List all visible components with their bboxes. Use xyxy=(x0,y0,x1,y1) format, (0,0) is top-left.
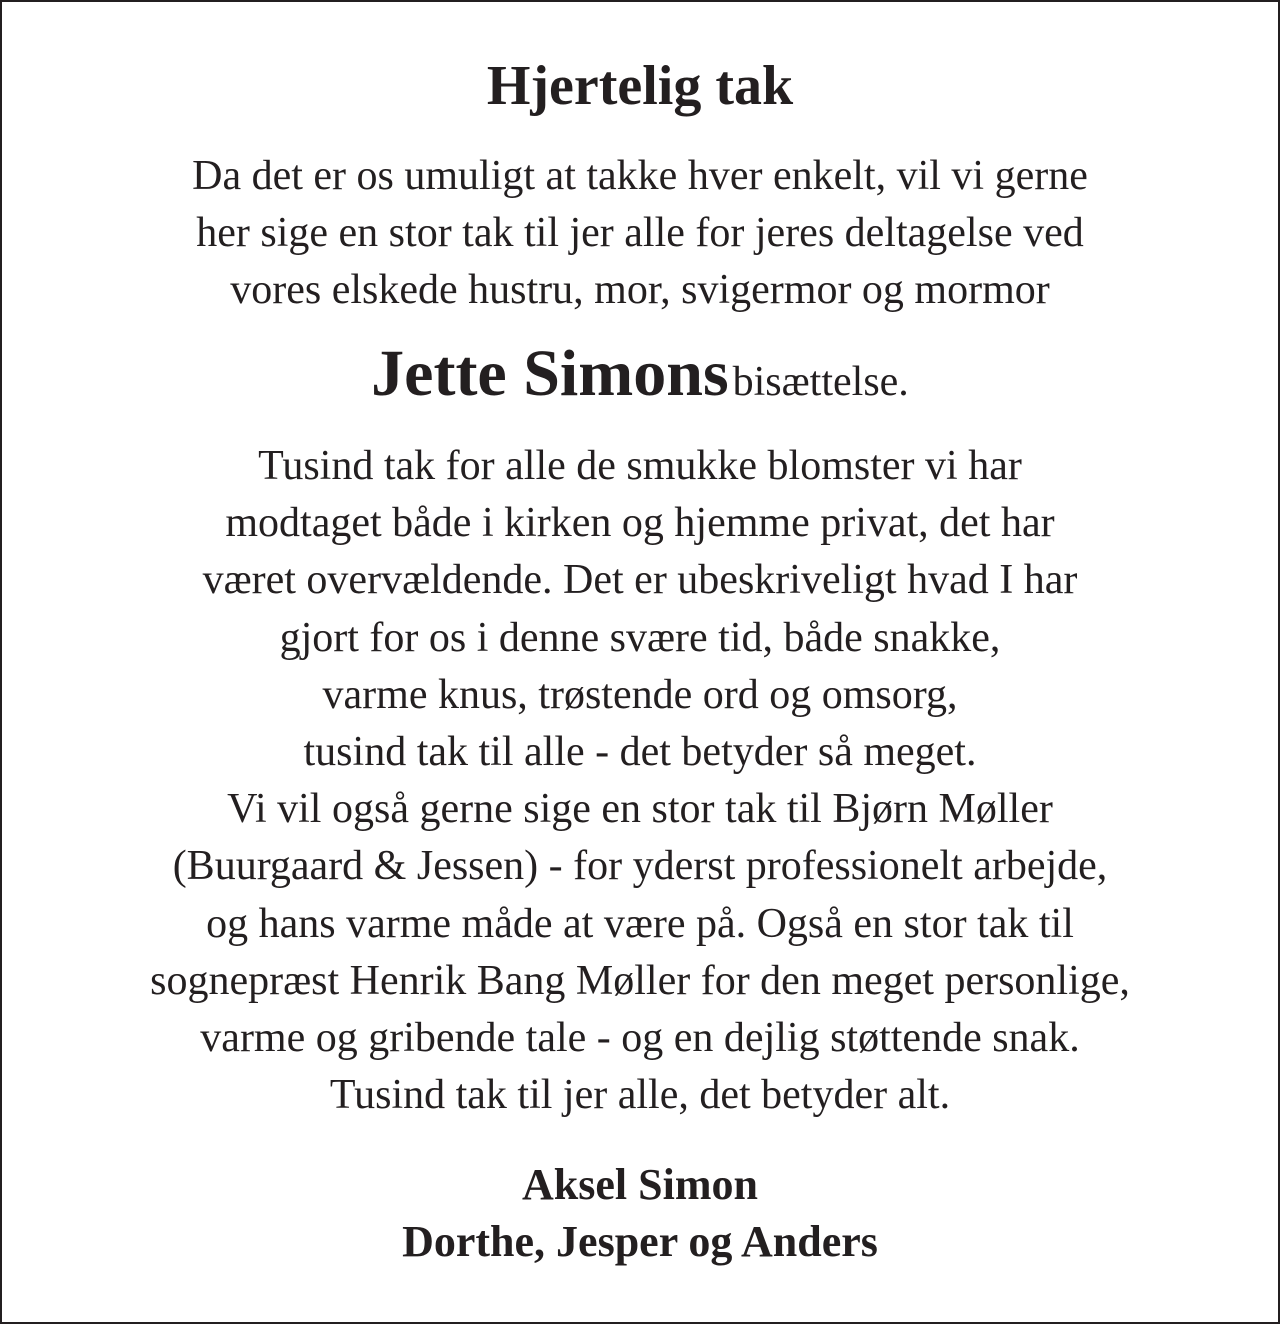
deceased-suffix: bisættelse. xyxy=(732,359,909,405)
signature-line: Aksel Simon xyxy=(522,1160,758,1209)
signature-line: Dorthe, Jesper og Anders xyxy=(402,1217,878,1266)
body-line: sognepræst Henrik Bang Møller for den meget personlige, xyxy=(150,957,1130,1004)
body-line: Tusind tak til jer alle, det betyder alt. xyxy=(329,1072,951,1119)
intro-line: her sige en stor tak til jer alle for jeres deltagelse ved xyxy=(196,210,1084,256)
body-line: varme knus, trøstende ord og omsorg, xyxy=(322,671,958,718)
body-line: modtaget både i kirken og hjemme privat, det har xyxy=(225,500,1055,547)
body-line: varme og gribende tale - og en dejlig støttende snak. xyxy=(200,1015,1080,1062)
notice-heading: Hjertelig tak xyxy=(486,55,794,117)
body-line: (Buurgaard & Jessen) - for yderst professionelt arbejde, xyxy=(172,843,1108,890)
deceased-line xyxy=(0,334,1280,431)
body-line: Vi vil også gerne sige en stor tak til Bjørn Møller xyxy=(227,786,1053,833)
body-line: tusind tak til alle - det betyder så meget. xyxy=(303,729,977,776)
body-line: gjort for os i denne svære tid, både snakke, xyxy=(279,614,1001,661)
body-line: været overvældende. Det er ubeskriveligt hvad I har xyxy=(202,557,1078,604)
signature-block xyxy=(0,1156,1280,1270)
deceased-name: Jette Simons xyxy=(371,337,729,410)
body-line: Tusind tak for alle de smukke blomster vi har xyxy=(258,443,1022,489)
intro-line: Da det er os umuligt at takke hver enkelt, vil vi gerne xyxy=(192,153,1088,199)
intro-line: vores elskede hustru, mor, svigermor og mormor xyxy=(230,267,1050,313)
intro-paragraph xyxy=(0,148,1280,319)
body-paragraph xyxy=(0,438,1280,1124)
body-line: og hans varme måde at være på. Også en stor tak til xyxy=(206,900,1074,947)
